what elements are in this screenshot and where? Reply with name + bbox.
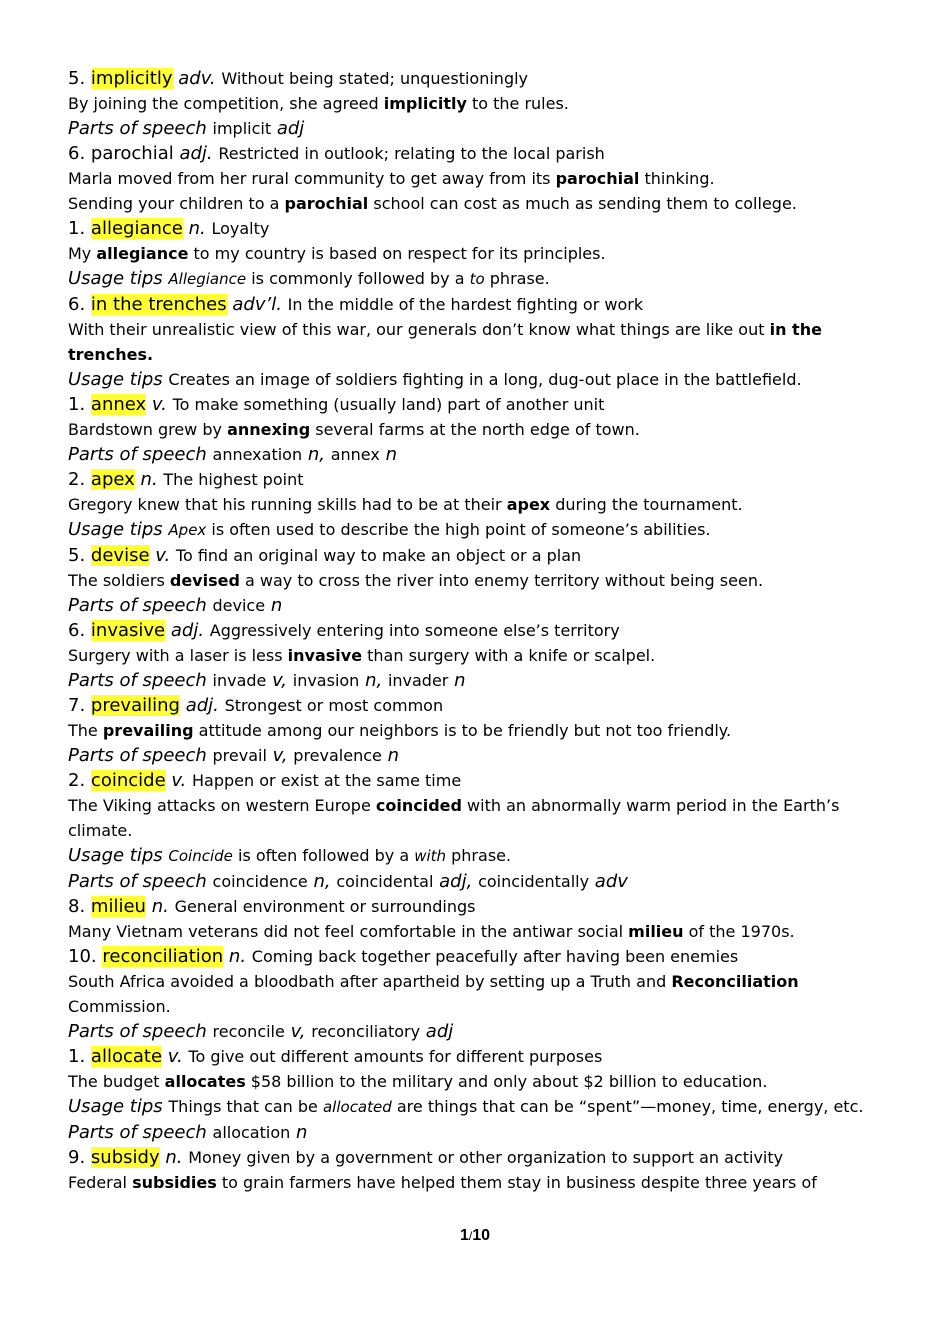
example-text: a way to cross the river into enemy territory without being seen. (239, 571, 764, 590)
example-text: Federal (68, 1173, 133, 1192)
example-sentence (68, 793, 888, 843)
usage-tips (68, 517, 888, 543)
parts-of-speech (68, 442, 888, 467)
example-sentence (68, 166, 888, 191)
vocab-entry (68, 292, 888, 392)
vocab-entry (68, 141, 888, 216)
entry-number: 5. (68, 545, 86, 566)
parts-of-speech-label: Parts of speech (68, 871, 207, 892)
usage-tips-label: Usage tips (68, 519, 163, 540)
usage-tips-term: Coincide (168, 847, 233, 865)
entry-heading (68, 944, 888, 969)
derived-word: coincidental (336, 872, 434, 891)
entry-word: implicitly (90, 68, 173, 89)
entry-heading (68, 141, 888, 166)
parts-of-speech (68, 869, 888, 894)
usage-tips (68, 367, 888, 392)
example-keyword: Reconciliation (671, 972, 799, 991)
entry-number: 1. (68, 394, 86, 415)
entry-heading (68, 618, 888, 643)
derived-word-pos: n, (365, 670, 383, 691)
usage-tips-term: to (469, 270, 485, 288)
usage-tips-segment: phrase. (484, 269, 550, 288)
entry-heading (68, 693, 888, 718)
derived-word-pos: adv (594, 871, 628, 892)
usage-tips-text (168, 1097, 863, 1116)
part-of-speech-tag: v. (155, 545, 171, 566)
definition: Restricted in outlook; relating to the local parish (218, 144, 605, 163)
derived-word-pos: n (270, 595, 283, 616)
derived-word: implicit (212, 119, 272, 138)
entry-word: milieu (90, 896, 146, 917)
parts-of-speech-label: Parts of speech (68, 444, 207, 465)
example-sentence (68, 969, 888, 1019)
usage-tips-text (168, 269, 549, 288)
example-sentence (68, 643, 888, 668)
example-sentence (68, 1069, 888, 1094)
example-text: thinking. (639, 169, 715, 188)
entry-heading (68, 1044, 888, 1069)
entry-number: 10. (68, 946, 97, 967)
usage-tips-label: Usage tips (68, 268, 163, 289)
entry-word: devise (90, 545, 150, 566)
entry-heading (68, 768, 888, 793)
part-of-speech-tag: adj. (185, 695, 219, 716)
example-text: Commission. (68, 997, 171, 1016)
usage-tips-label: Usage tips (68, 1096, 163, 1117)
example-text: than surgery with a knife or scalpel. (362, 646, 656, 665)
parts-of-speech (68, 116, 888, 141)
entry-word: in the trenches (90, 294, 227, 315)
entry-number: 5. (68, 68, 86, 89)
part-of-speech-tag: n. (140, 469, 158, 490)
part-of-speech-tag: adj. (170, 620, 205, 641)
usage-tips-label: Usage tips (68, 845, 163, 866)
derived-word-pos: n (385, 444, 397, 465)
example-text: attitude among our neighbors is to be friendly but not too friendly. (193, 721, 732, 740)
example-sentence (68, 91, 888, 116)
part-of-speech-tag: v. (167, 1046, 183, 1067)
example-text: The (68, 721, 103, 740)
usage-tips-segment: is often followed by a (232, 846, 415, 865)
definition: To make something (usually land) part of another unit (172, 395, 605, 414)
example-keyword: devised (169, 571, 240, 590)
vocab-entry (68, 1145, 888, 1195)
derived-word: invasion (292, 671, 360, 690)
entry-word: annex (90, 394, 147, 415)
entry-number: 2. (68, 469, 86, 490)
entry-number: 6. (68, 143, 86, 164)
entry-heading (68, 467, 888, 492)
part-of-speech-tag: adv. (178, 68, 216, 89)
example-text: to grain farmers have helped them stay in business despite three years of (216, 1173, 817, 1192)
example-text: The soldiers (68, 571, 170, 590)
page-number: 1 (459, 1227, 469, 1244)
entry-number: 1. (68, 218, 86, 239)
vocab-entry (68, 944, 888, 1044)
example-text: Bardstown grew by (68, 420, 228, 439)
entry-word: prevailing (90, 695, 180, 716)
definition: Happen or exist at the same time (192, 771, 462, 790)
part-of-speech-tag: v. (151, 394, 167, 415)
part-of-speech-tag: n. (165, 1147, 183, 1168)
entry-word: allegiance (90, 218, 183, 239)
document-body (68, 66, 888, 1195)
definition: Strongest or most common (224, 696, 444, 715)
usage-tips-text (168, 846, 511, 865)
derived-word-pos: n (454, 670, 466, 691)
example-sentence (68, 919, 888, 944)
example-keyword: coincided (375, 796, 462, 815)
entry-word: allocate (90, 1046, 163, 1067)
example-text: The budget (68, 1072, 165, 1091)
derived-word: annex (330, 445, 380, 464)
example-sentence (68, 718, 888, 743)
vocab-entry (68, 1044, 888, 1145)
definition: Money given by a government or other organization to support an activity (188, 1148, 784, 1167)
example-sentence (68, 492, 888, 517)
example-text: Many Vietnam veterans did not feel comfortable in the antiwar social (68, 922, 629, 941)
example-text: of the 1970s. (683, 922, 795, 941)
vocab-entry (68, 467, 888, 543)
example-text: With their unrealistic view of this war, our generals don’t know what things are like out (68, 320, 770, 339)
derived-word: invade (212, 671, 267, 690)
usage-tips-segment: is commonly followed by a (246, 269, 470, 288)
entry-number: 6. (68, 294, 86, 315)
usage-tips-term: allocated (322, 1098, 392, 1116)
vocab-entry (68, 66, 888, 141)
derived-word: allocation (212, 1123, 291, 1142)
example-keyword: parochial (284, 194, 369, 213)
example-text: to my country is based on respect for its principles. (188, 244, 606, 263)
example-keyword: in the trenches. (68, 320, 822, 364)
example-keyword: prevailing (102, 721, 194, 740)
example-sentence (68, 1170, 888, 1195)
part-of-speech-tag: n. (228, 946, 247, 967)
usage-tips-text (168, 520, 710, 539)
definition: The highest point (163, 470, 304, 489)
parts-of-speech-label: Parts of speech (68, 118, 207, 139)
derived-word-pos: v, (272, 745, 288, 766)
entry-word: subsidy (90, 1147, 160, 1168)
entry-number: 6. (68, 620, 86, 641)
usage-tips-segment: Creates an image of soldiers fighting in a long, dug-out place in the battlefield. (168, 370, 802, 389)
page-indicator (0, 1226, 950, 1246)
entry-word: apex (90, 469, 135, 490)
example-keyword: annexing (227, 420, 311, 439)
example-text: school can cost as much as sending them to college. (368, 194, 797, 213)
derived-word: annexation (212, 445, 303, 464)
example-keyword: milieu (628, 922, 684, 941)
derived-word-pos: n, (307, 444, 325, 465)
entry-number: 1. (68, 1046, 86, 1067)
entry-heading (68, 894, 888, 919)
derived-word-pos: n, (313, 871, 331, 892)
part-of-speech-tag: adj. (179, 143, 213, 164)
entry-word: coincide (90, 770, 166, 791)
example-keyword: apex (506, 495, 551, 514)
vocab-entry (68, 693, 888, 768)
definition: Loyalty (211, 219, 270, 238)
derived-word: prevail (212, 746, 267, 765)
derived-word: coincidence (212, 872, 308, 891)
parts-of-speech-label: Parts of speech (68, 745, 207, 766)
example-keyword: allocates (164, 1072, 246, 1091)
definition: To give out different amounts for different purposes (188, 1047, 603, 1066)
example-text: My (68, 244, 97, 263)
vocab-entry (68, 618, 888, 693)
parts-of-speech (68, 743, 888, 768)
usage-tips-segment: phrase. (446, 846, 512, 865)
usage-tips-segment: is often used to describe the high point of someone’s abilities. (206, 520, 711, 539)
usage-tips-text (168, 370, 801, 389)
example-sentence (68, 191, 888, 216)
entry-number: 9. (68, 1147, 86, 1168)
usage-tips-segment: Things that can be (168, 1097, 323, 1116)
parts-of-speech-label: Parts of speech (68, 670, 207, 691)
entry-heading (68, 216, 888, 241)
example-text: $58 billion to the military and only about $2 billion to education. (245, 1072, 768, 1091)
example-sentence (68, 317, 888, 367)
example-sentence (68, 568, 888, 593)
example-keyword: parochial (555, 169, 640, 188)
parts-of-speech-label: Parts of speech (68, 1021, 207, 1042)
derived-word-pos: v, (290, 1021, 306, 1042)
derived-word: reconciliatory (311, 1022, 421, 1041)
part-of-speech-tag: v. (171, 770, 187, 791)
derived-word-pos: n (295, 1122, 308, 1143)
example-text: Marla moved from her rural community to get away from its (68, 169, 556, 188)
example-keyword: subsidies (132, 1173, 217, 1192)
example-text: during the tournament. (550, 495, 743, 514)
usage-tips-term: Allegiance (168, 270, 247, 288)
entry-number: 7. (68, 695, 86, 716)
parts-of-speech (68, 1120, 888, 1145)
vocab-entry (68, 216, 888, 292)
parts-of-speech-label: Parts of speech (68, 1122, 207, 1143)
derived-word-pos: v, (272, 670, 288, 691)
example-text: to the rules. (466, 94, 569, 113)
usage-tips-term: with (414, 847, 447, 865)
example-text: The Viking attacks on western Europe (68, 796, 376, 815)
example-keyword: implicitly (383, 94, 467, 113)
example-text: By joining the competition, she agreed (68, 94, 384, 113)
example-text: several farms at the north edge of town. (310, 420, 640, 439)
derived-word: coincidentally (478, 872, 590, 891)
derived-word-pos: adj (425, 1021, 454, 1042)
page-separator: / (468, 1229, 473, 1243)
usage-tips-label: Usage tips (68, 369, 163, 390)
vocab-entry (68, 894, 888, 944)
definition: Aggressively entering into someone else’s territory (209, 621, 620, 640)
usage-tips-segment: are things that can be “spent”—money, time, energy, etc. (391, 1097, 864, 1116)
derived-word: reconcile (212, 1022, 285, 1041)
derived-word: prevalence (293, 746, 382, 765)
entry-number: 2. (68, 770, 86, 791)
example-keyword: allegiance (96, 244, 189, 263)
entry-heading (68, 1145, 888, 1170)
derived-word: device (212, 596, 266, 615)
derived-word-pos: adj (276, 118, 305, 139)
page-total: 10 (472, 1227, 491, 1244)
part-of-speech-tag: n. (151, 896, 169, 917)
derived-word-pos: adj, (439, 871, 473, 892)
example-text: with an abnormally warm period in the Earth’s climate. (68, 796, 840, 840)
definition: In the middle of the hardest fighting or work (287, 295, 644, 314)
vocab-entry (68, 392, 888, 467)
entry-heading (68, 392, 888, 417)
example-text: Gregory knew that his running skills had to be at their (68, 495, 507, 514)
example-text: South Africa avoided a bloodbath after apartheid by setting up a Truth and (68, 972, 672, 991)
part-of-speech-tag: n. (188, 218, 206, 239)
definition: General environment or surroundings (174, 897, 476, 916)
example-keyword: invasive (287, 646, 363, 665)
definition: Coming back together peacefully after having been enemies (251, 947, 739, 966)
part-of-speech-tag: adv’l. (232, 294, 282, 315)
vocab-entry (68, 543, 888, 618)
example-text: Sending your children to a (68, 194, 285, 213)
example-sentence (68, 417, 888, 442)
usage-tips (68, 266, 888, 292)
example-sentence (68, 241, 888, 266)
entry-heading (68, 543, 888, 568)
derived-word: invader (387, 671, 449, 690)
entry-word: invasive (90, 620, 166, 641)
entry-heading (68, 292, 888, 317)
entry-word: parochial (90, 143, 174, 164)
definition: To find an original way to make an object or a plan (175, 546, 582, 565)
parts-of-speech (68, 593, 888, 618)
parts-of-speech (68, 668, 888, 693)
derived-word-pos: n (387, 745, 400, 766)
vocab-entry (68, 768, 888, 894)
example-text: Surgery with a laser is less (68, 646, 288, 665)
parts-of-speech-label: Parts of speech (68, 595, 207, 616)
usage-tips (68, 1094, 888, 1120)
usage-tips-term: Apex (168, 521, 207, 539)
usage-tips (68, 843, 888, 869)
entry-word: reconciliation (102, 946, 224, 967)
entry-heading (68, 66, 888, 91)
definition: Without being stated; unquestioningly (221, 69, 529, 88)
entry-number: 8. (68, 896, 86, 917)
parts-of-speech (68, 1019, 888, 1044)
